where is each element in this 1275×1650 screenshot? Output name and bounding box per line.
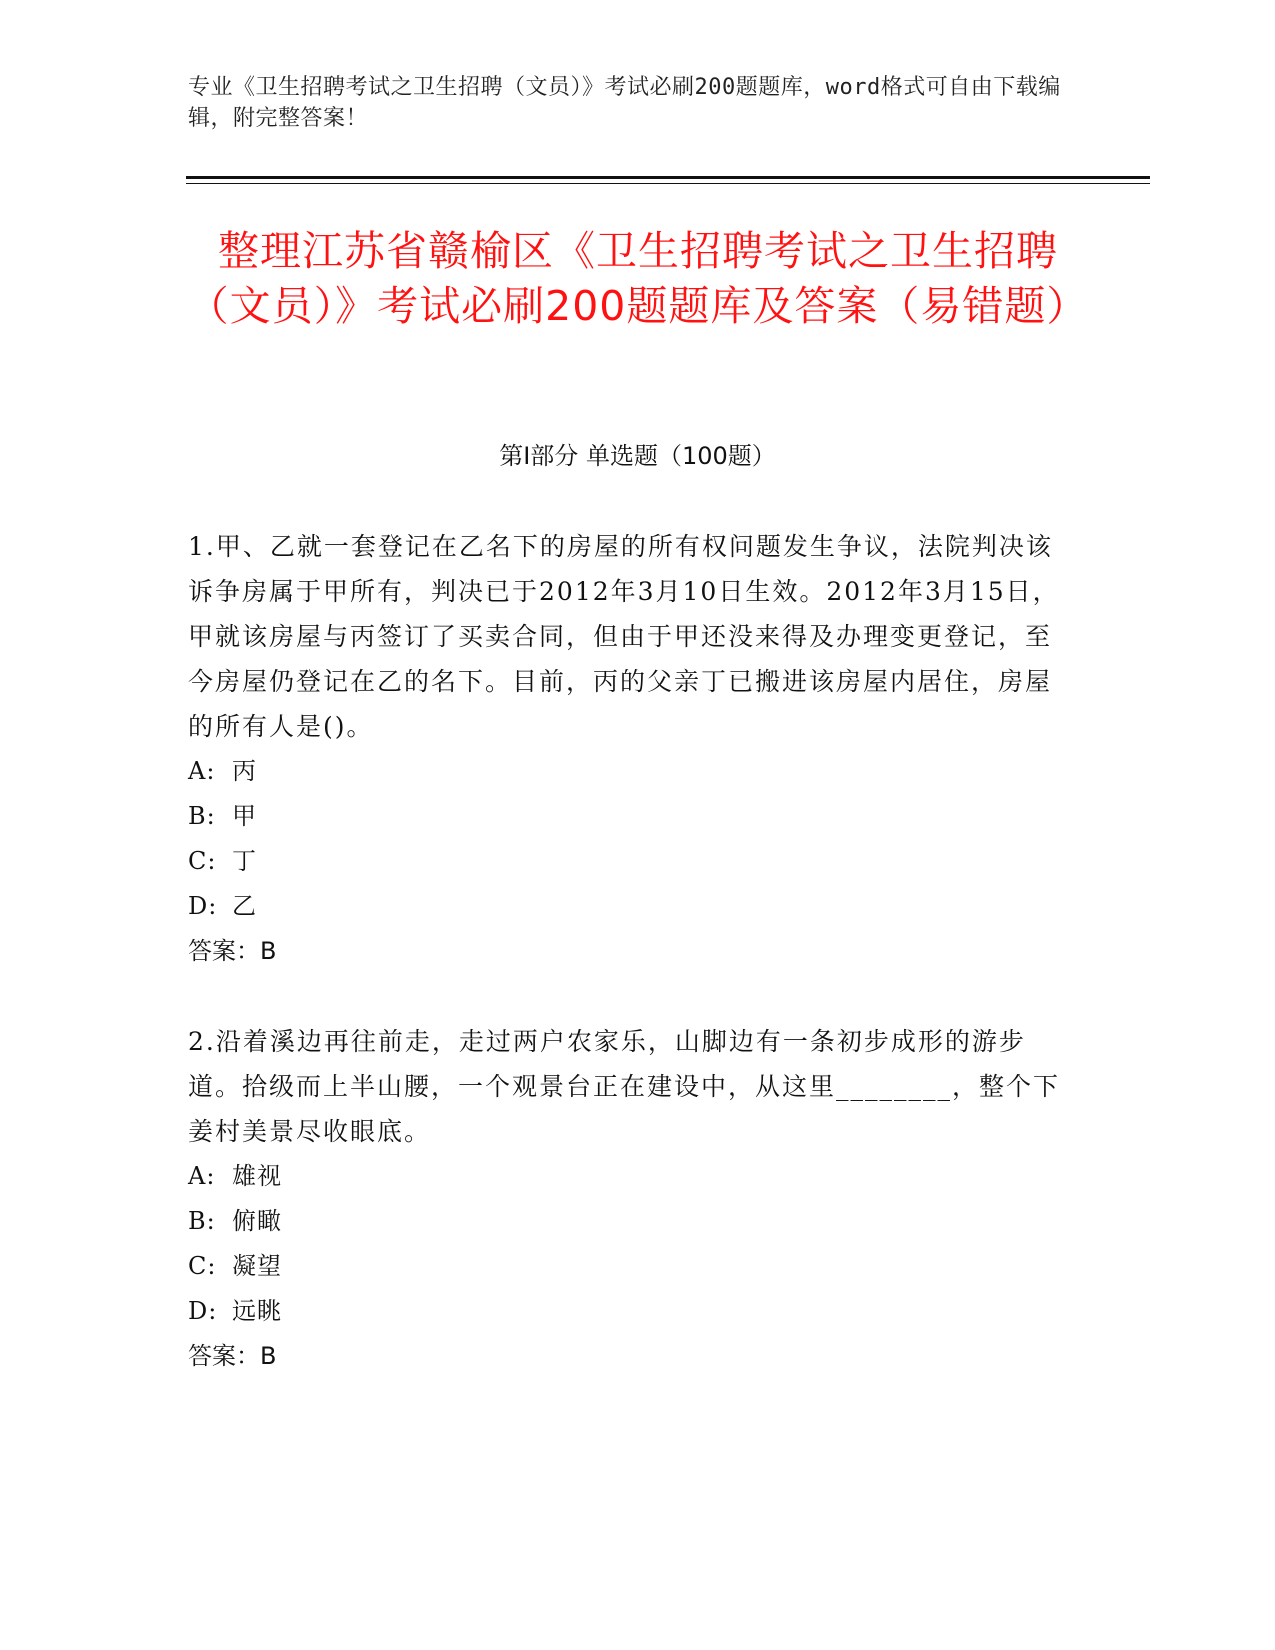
option-letter: D:	[188, 1297, 218, 1325]
option-letter: B:	[188, 802, 216, 830]
option-d	[188, 884, 1068, 929]
header-rule-thick	[186, 176, 1150, 179]
answer-line: 答案：B	[188, 937, 277, 965]
option-text: 甲	[232, 802, 257, 830]
question-1	[188, 524, 1068, 974]
option-text: 乙	[232, 892, 257, 920]
answer-line: 答案：B	[188, 1342, 277, 1370]
option-a	[188, 749, 1068, 794]
option-text: 雄视	[232, 1162, 282, 1190]
option-b	[188, 794, 1068, 839]
option-letter: C:	[188, 847, 217, 875]
option-text: 凝望	[232, 1252, 282, 1280]
option-a	[188, 1154, 1068, 1199]
section-heading: 第I部分 单选题（100题）	[499, 442, 776, 470]
option-letter: B:	[188, 1207, 216, 1235]
option-text: 俯瞰	[232, 1207, 282, 1235]
header-note: 专业《卫生招聘考试之卫生招聘（文员）》考试必刷200题题库，word格式可自由下载编辑，附完整答案！	[188, 75, 1061, 131]
question-stem: 1.甲、乙就一套登记在乙名下的房屋的所有权问题发生争议，法院判决该诉争房属于甲所有，判决已于2012年3月10日生效。2012年3月15日，甲就该房屋与丙签订了买卖合同，但由于甲还没来得及办理变更登记，至今房屋仍登记在乙的名下。目前，丙的父亲丁已搬进该房屋内居住，房屋的所有人是()。	[188, 532, 1060, 741]
question-stem: 2.沿着溪边再往前走，走过两户农家乐，山脚边有一条初步成形的游步道。拾级而上半山腰，一个观景台正在建设中，从这里________，整个下姜村美景尽收眼底。	[188, 1027, 1061, 1146]
option-c	[188, 1244, 1068, 1289]
option-letter: A:	[188, 1162, 216, 1190]
option-letter: C:	[188, 1252, 217, 1280]
document-title: 整理江苏省赣榆区《卫生招聘考试之卫生招聘（文员）》考试必刷200题题库及答案（易错题）	[187, 227, 1089, 330]
option-text: 远眺	[232, 1297, 282, 1325]
option-letter: A:	[188, 757, 216, 785]
option-text: 丙	[232, 757, 257, 785]
question-2	[188, 1019, 1068, 1379]
option-letter: D:	[188, 892, 218, 920]
header-rule-thin	[186, 183, 1150, 184]
option-b	[188, 1199, 1068, 1244]
option-c	[188, 839, 1068, 884]
option-d	[188, 1289, 1068, 1334]
option-text: 丁	[232, 847, 257, 875]
